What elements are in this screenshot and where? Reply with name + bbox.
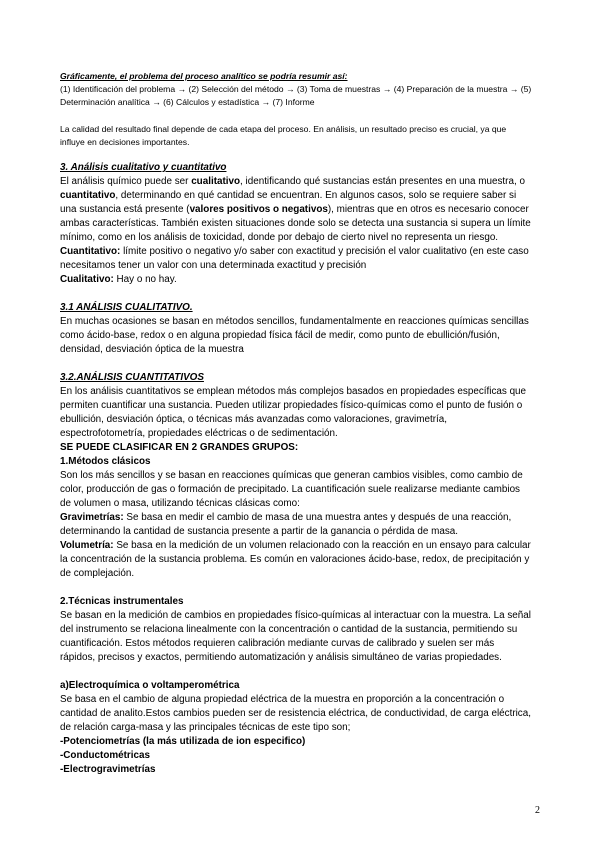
page-number: 2 xyxy=(535,805,540,816)
list-item: -Electrogravimetrías xyxy=(60,764,156,775)
volumetry-label: Volumetría: xyxy=(60,540,114,551)
groups-heading: SE PUEDE CLASIFICAR EN 2 GRANDES GRUPOS: xyxy=(60,442,299,453)
instrumental-heading: 2.Técnicas instrumentales xyxy=(60,596,184,607)
electrochemistry-text: Se basa en el cambio de alguna propiedad eléctrica de la muestra en proporción a la concentración o cantidad de analito.Estos cambios pueden ser de resistencia eléctrica, de conductividad, de carga eléctrica, de relación carga-masa y las principales técnicas de este tipo son; xyxy=(60,694,531,733)
term-valores: valores positivos o negativos xyxy=(189,204,328,215)
process-steps: (1) Identificación del problema → (2) Selección del método → (3) Toma de muestras → (4) Preparación de la muestra → (5) Determinación analítica → (6) Cálculos y estadística → (7) Informe xyxy=(60,84,532,107)
quantitative-definition xyxy=(60,245,532,273)
document-page xyxy=(60,70,532,777)
text-run: , identificando qué sustancias están presentes en una muestra, o xyxy=(240,176,525,187)
section-3-1-text: En muchas ocasiones se basan en métodos sencillos, fundamentalmente en reacciones químicas sencillas como ácido-base, redox o en alguna propiedad física fácil de medir, como punto de ebullición/fusión, densidad, desviación óptica de la muestra xyxy=(60,316,529,355)
quantitative-text: límite positivo o negativo y/o saber con exactitud y precisión el valor cualitativo (en este caso necesitamos tener un valor con una determinada exactitud y precisión xyxy=(60,246,529,271)
list-item: -Potenciometrías (la más utilizada de ion especifico) xyxy=(60,736,306,747)
list-item: -Conductométricas xyxy=(60,750,150,761)
term-cuantitativo: cuantitativo xyxy=(60,190,116,201)
gravimetry-text: Se basa en medir el cambio de masa de una muestra antes y después de una reacción, determinando la cantidad de sustancia presente a partir de la ganancia o pérdida de masa. xyxy=(60,512,512,537)
classic-methods-text: Son los más sencillos y se basan en reacciones químicas que generan cambios visibles, como cambio de color, producción de gas o formación de precipitado. La cuantificación suele realizarse mediante cambios de volumen o masa, utilizando técnicas clásicas como: xyxy=(60,470,523,509)
electrochemistry-heading: a)Electroquímica o voltamperométrica xyxy=(60,680,240,691)
term-cualitativo: cualitativo xyxy=(191,176,241,187)
text-run: , determinando en qué cantidad se encuentran. En algunos casos, solo se requiere saber si una sustancia está presente ( xyxy=(60,190,517,215)
process-summary-title: Gráficamente, el problema del proceso analítico se podría resumir así: xyxy=(60,71,348,81)
classic-methods-heading: 1.Métodos clásicos xyxy=(60,456,151,467)
instrumental-text: Se basan en la medición de cambios en propiedades físico-químicas al interactuar con la muestra. La señal del instrumento se relaciona linealmente con la concentración o cantidad de la sustancia, permitiendo su cuantificación. Estos métodos requieren calibración mediante curvas de calibrado y suelen ser más rápidos, precisos y exactos, permitiendo automatización y análisis simultáneo de varias propiedades. xyxy=(60,610,531,663)
quality-note: La calidad del resultado final depende de cada etapa del proceso. En análisis, un resultado preciso es crucial, ya que influye en decisiones importantes. xyxy=(60,124,507,147)
section-3-title: 3. Análisis cualitativo y cuantitativo xyxy=(60,162,227,173)
text-run: El análisis químico puede ser xyxy=(60,176,192,187)
qualitative-definition xyxy=(60,273,532,287)
qualitative-text: Hay o no hay. xyxy=(113,274,177,285)
quantitative-label: Cuantitativo: xyxy=(60,246,121,257)
section-3-paragraph xyxy=(60,175,532,245)
section-3-1-title: 3.1 ANÁLISIS CUALITATIVO. xyxy=(60,302,193,313)
volumetry-definition xyxy=(60,539,532,581)
text-run: ), mientras que en otros es necesario conocer ambas características. También existen situaciones donde solo se detecta una sustancia si supera un límite mínimo, como en los análisis de toxicidad, donde por debajo de cierto nivel no representa un riesgo. xyxy=(60,204,531,243)
gravimetry-definition xyxy=(60,511,532,539)
volumetry-text: Se basa en la medición de un volumen relacionado con la reacción en un ensayo para calcular la concentración de la sustancia problema. Es común en valoraciones ácido-base, redox, de precipitación y de complejación. xyxy=(60,540,531,579)
qualitative-label: Cualitativo: xyxy=(60,274,114,285)
section-3-2-title: 3.2.ANÁLISIS CUANTITATIVOS xyxy=(60,372,204,383)
section-3-2-text: En los análisis cuantitativos se emplean métodos más complejos basados en propiedades específicas que permiten cuantificar una sustancia. Pueden utilizar propiedades físico-químicas como el punto de fusión o ebullición, desviación óptica, o técnicas más avanzadas como valoraciones, gravimetría, espectrofotometría, propiedades eléctricas o de sedimentación. xyxy=(60,386,527,439)
gravimetry-label: Gravimetrías: xyxy=(60,512,124,523)
